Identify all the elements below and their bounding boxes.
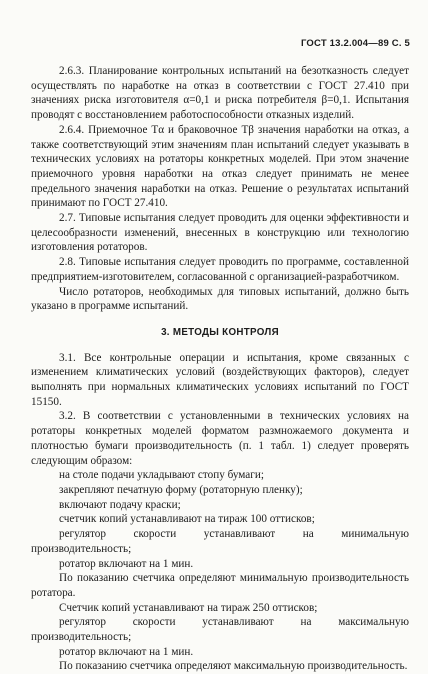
step-read-max: По показанию счетчика определяют максимальную производительность.	[59, 660, 408, 673]
step-counter-250: Счетчик копий устанавливают на тираж 250 оттисков;	[59, 601, 318, 614]
step-rotator-on-2: ротатор включают на 1 мин.	[59, 645, 194, 658]
paragraph-2-6-4: 2.6.4. Приемочное Tα и браковочное Tβ значения наработки на отказ, а также соответствующий этим значениям план испытаний следует указывать в технических условиях на ротаторы конкретных моделей. При этом значение приемочного уровня наработки на отказ следует принимать не менее предельного значения наработки на отказ. Решение о результатах испытаний принимают по ГОСТ 27.410.	[31, 123, 409, 210]
paragraph-3-1: 3.1. Все контрольные операции и испытания, кроме связанных с изменением климатических условий (воздействующих факторов), следует выполнять при нормальных климатических условиях испытаний по ГОСТ 15150.	[31, 351, 409, 408]
step-read-min: По показанию счетчика определяют минимальную производительность ротатора.	[31, 572, 409, 599]
step-speed-max: регулятор скорости устанавливают на максимальную производительность;	[31, 616, 409, 644]
paragraph-3-2: 3.2. В соответствии с установленными в технических условиях на ротаторы конкретных моделей форматом размножаемого документа и плотностью бумаги производительность (п. 1 табл. 1) следует проверять следующим образом:	[31, 410, 409, 467]
page-header: ГОСТ 13.2.004—89 С. 5	[300, 38, 410, 49]
section-heading: 3. МЕТОДЫ КОНТРОЛЯ	[161, 326, 279, 338]
step-print-form: закрепляют печатную форму (ротаторную пленку);	[59, 483, 303, 496]
step-paper-stack: на столе подачи укладывают стопу бумаги;	[59, 469, 264, 482]
step-speed-min: регулятор скорости устанавливают на минимальную производительность;	[31, 528, 409, 555]
paragraph-rotator-count: Число ротаторов, необходимых для типовых испытаний, должно быть указано в программе испытаний.	[31, 285, 409, 313]
paragraph-2-6-3: 2.6.3. Планирование контрольных испытаний на безотказность следует осуществлять по наработке на отказ в соответствии с ГОСТ 27.410 при значениях риска изготовителя α=0,1 и риска потребителя β=0,1. Испытания проводят с восстановлением работоспособности отказных изделий.	[31, 65, 409, 122]
step-counter-100: счетчик копий устанавливают на тираж 100 оттисков;	[59, 513, 315, 526]
step-rotator-on-1: ротатор включают на 1 мин.	[59, 557, 194, 570]
paragraph-2-7: 2.7. Типовые испытания следует проводить для оценки эффективности и целесообразности изменений, внесенных в конструкцию или технологию изготовления ротаторов.	[31, 212, 409, 254]
step-ink-feed: включают подачу краски;	[59, 498, 181, 511]
document-body	[31, 64, 409, 674]
paragraph-2-8: 2.8. Типовые испытания следует проводить по программе, составленной предприятием-изготовителем, согласованной с организацией-разработчиком.	[31, 256, 409, 283]
